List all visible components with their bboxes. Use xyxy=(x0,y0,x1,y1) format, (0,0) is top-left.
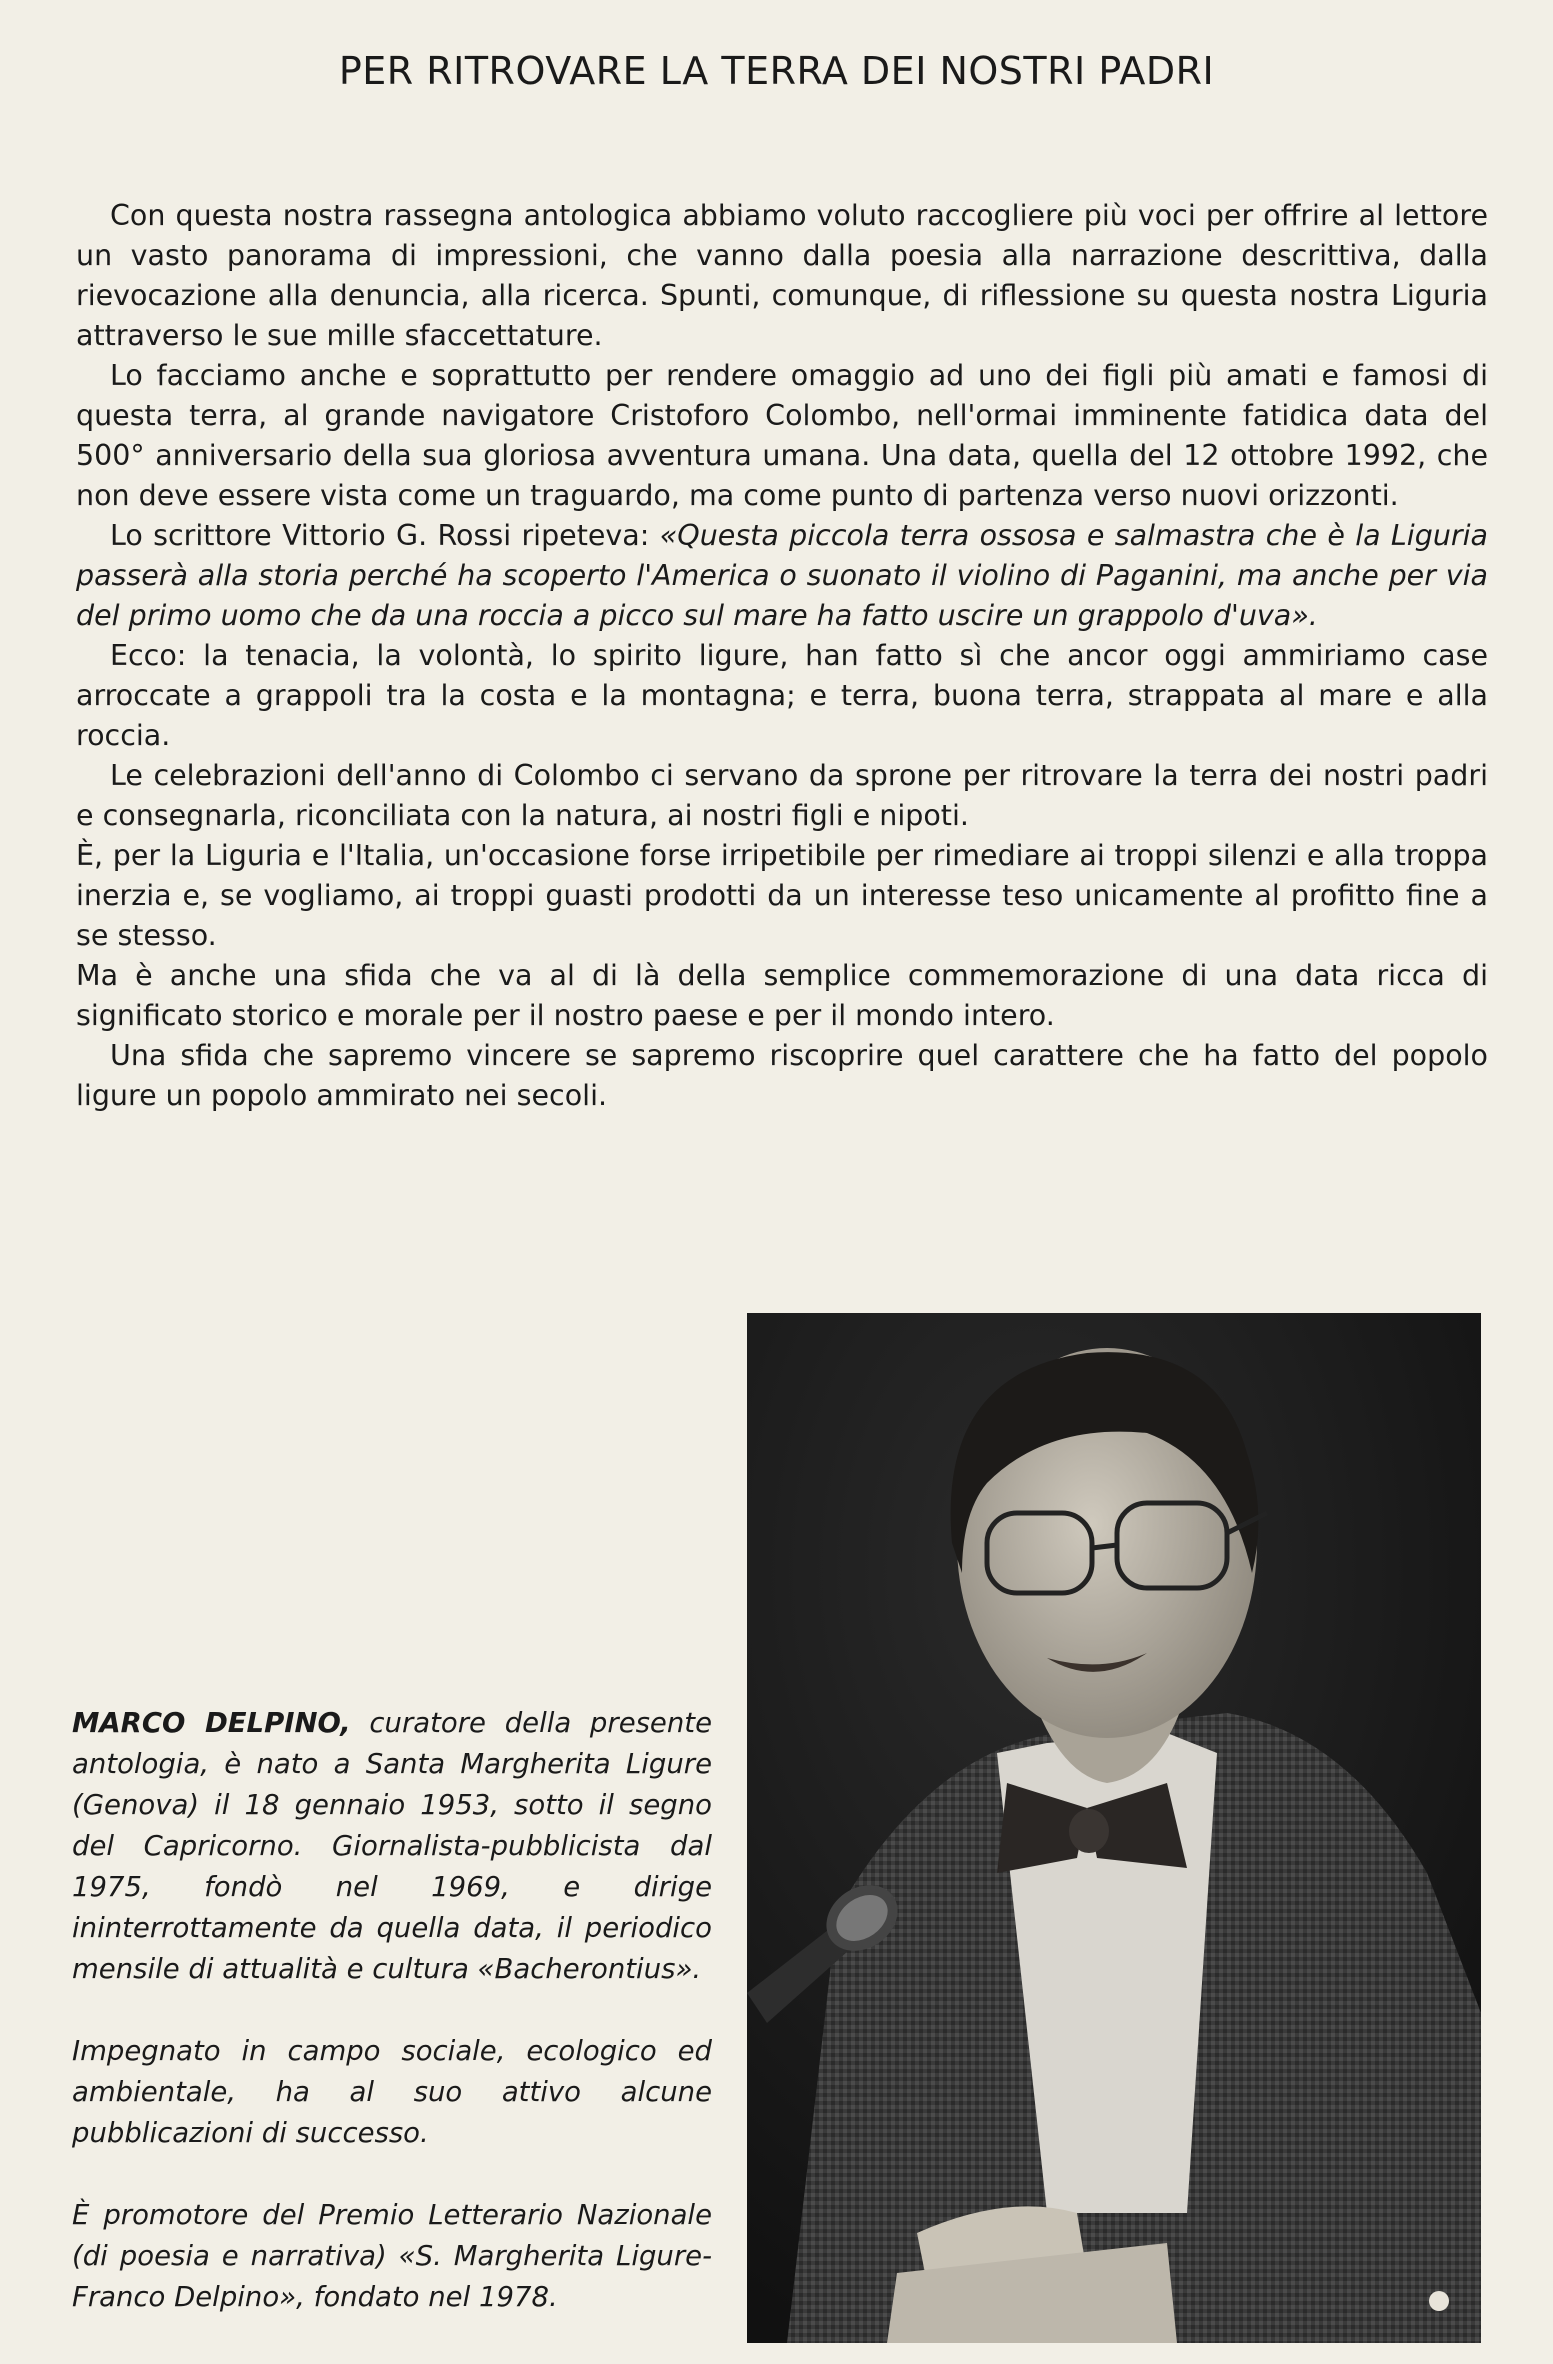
author-name: MARCO DELPINO, xyxy=(72,1707,351,1739)
portrait-illustration xyxy=(747,1313,1481,2343)
intro-paragraph-3 xyxy=(76,516,1488,636)
quote-lead: Lo scrittore Vittorio G. Rossi ripeteva: xyxy=(110,519,660,552)
intro-paragraph-4: Ecco: la tenacia, la volontà, lo spirito ligure, han fatto sì che ancor oggi ammiriamo case arroccate a grappoli tra la costa e la montagna; e terra, buona terra, strappata al mare e alla roccia. xyxy=(76,639,1488,752)
intro-paragraph-6: È, per la Liguria e l'Italia, un'occasione forse irripetibile per rimediare ai troppi silenzi e alla troppa inerzia e, se vogliamo, ai troppi guasti prodotti da un interesse teso unicamente al profitto fine a se stesso. xyxy=(76,839,1488,952)
intro-paragraph-7: Ma è anche una sfida che va al di là della semplice commemorazione di una data ricca di significato storico e morale per il nostro paese e per il mondo intero. xyxy=(76,959,1488,1032)
author-bio xyxy=(72,1703,712,2359)
bio-paragraph-3: È promotore del Premio Letterario Nazionale (di poesia e narrativa) «S. Margherita Ligure-Franco Delpino», fondato nel 1978. xyxy=(72,2199,712,2313)
page-title: PER RITROVARE LA TERRA DEI NOSTRI PADRI xyxy=(338,49,1215,94)
intro-paragraph-2: Lo facciamo anche e soprattutto per rendere omaggio ad uno dei figli più amati e famosi di questa terra, al grande navigatore Cristoforo Colombo, nell'ormai imminente fatidica data del 500° anniversario della sua gloriosa avventura umana. Una data, quella del 12 ottobre 1992, che non deve essere vista come un traguardo, ma come punto di partenza verso nuovi orizzonti. xyxy=(76,359,1488,512)
bio-paragraph-1 xyxy=(72,1703,712,1990)
intro-paragraph-8: Una sfida che sapremo vincere se sapremo riscoprire quel carattere che ha fatto del popolo ligure un popolo ammirato nei secoli. xyxy=(76,1039,1488,1112)
bio-paragraph-2: Impegnato in campo sociale, ecologico ed ambientale, ha al suo attivo alcune pubblicazioni di successo. xyxy=(72,2035,712,2149)
author-portrait-photo xyxy=(747,1313,1481,2343)
rossi-quote: «Questa piccola terra ossosa e salmastra che è la Liguria passerà alla storia perché ha scoperto l'America o suonato il violino di Paganini, ma anche per via del primo uomo che da una roccia a picco sul mare ha fatto uscire un grappolo d'uva». xyxy=(76,519,1488,632)
intro-text xyxy=(76,196,1488,1116)
emblem-icon xyxy=(1429,2291,1449,2311)
intro-paragraph-1: Con questa nostra rassegna antologica abbiamo voluto raccogliere più voci per offrire al lettore un vasto panorama di impressioni, che vanno dalla poesia alla narrazione descrittiva, dalla rievocazione alla denuncia, alla ricerca. Spunti, comunque, di riflessione su questa nostra Liguria attraverso le sue mille sfaccettature. xyxy=(76,199,1488,352)
intro-paragraph-5: Le celebrazioni dell'anno di Colombo ci servano da sprone per ritrovare la terra dei nostri padri e consegnarla, riconciliata con la natura, ai nostri figli e nipoti. xyxy=(76,759,1488,832)
bio-paragraph-1-text: curatore della presente antologia, è nato a Santa Margherita Ligure (Genova) il 18 gennaio 1953, sotto il segno del Capricorno. Giornalista-pubblicista dal 1975, fondò nel 1969, e dirige ininterrottamente da quella data, il periodico mensile di attualità e cultura «Bacherontius». xyxy=(72,1707,712,1985)
